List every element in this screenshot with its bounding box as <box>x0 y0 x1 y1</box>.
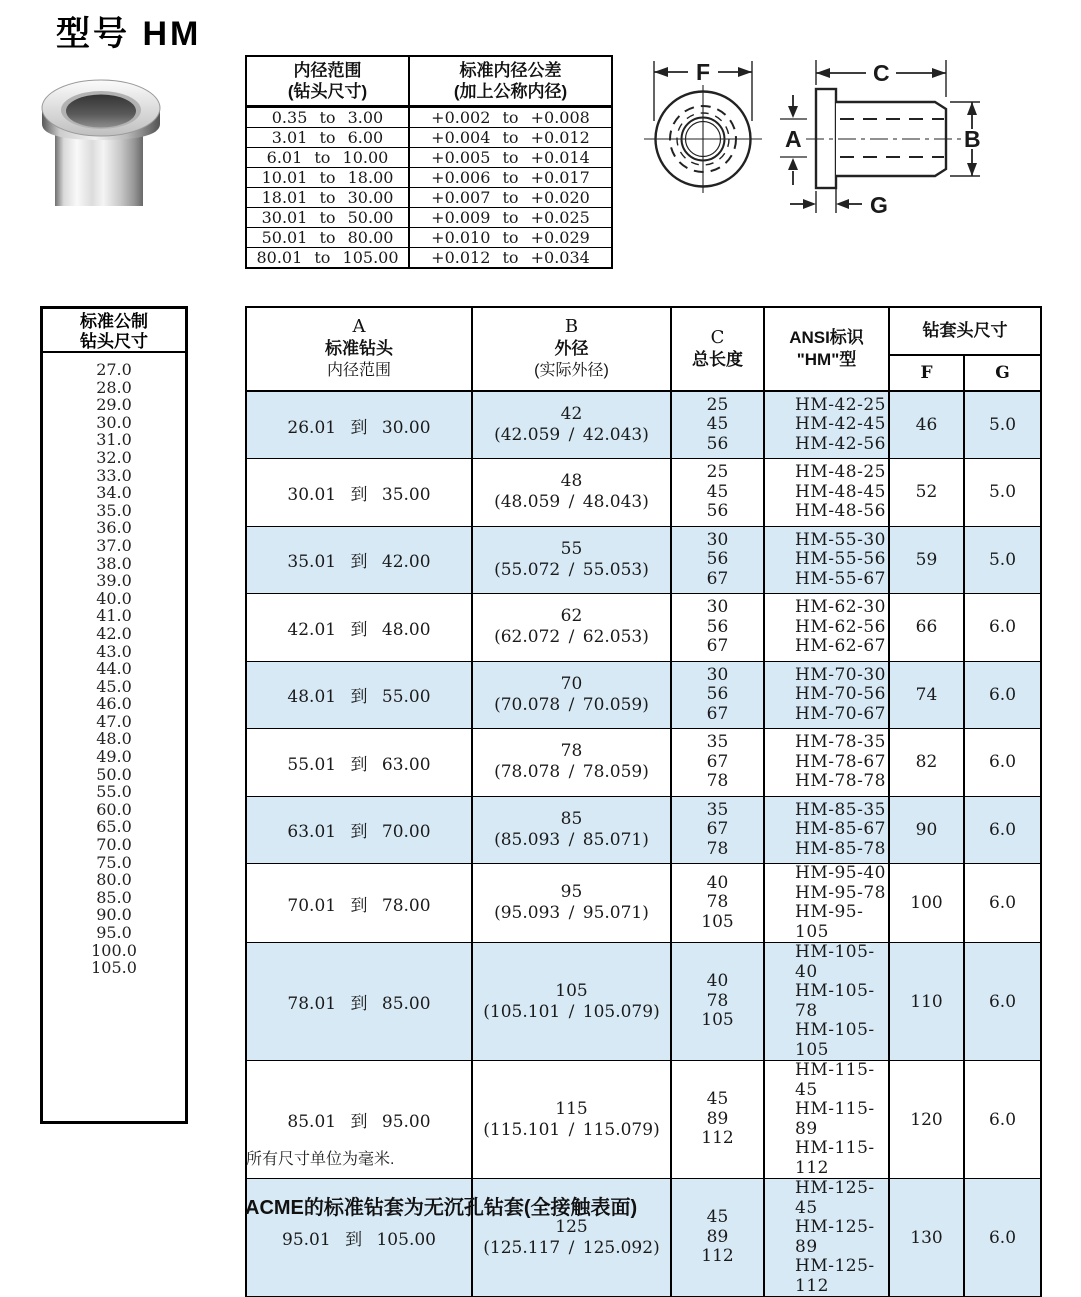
tolerance-table <box>245 55 613 269</box>
tolerance-header-range-line1: 内径范围 <box>293 60 362 80</box>
ansi-code: HM-42-56 <box>795 433 886 454</box>
cell-outer-diameter <box>472 943 671 1061</box>
ansi-code: HM-78-78 <box>795 771 886 791</box>
cell-outer-diameter <box>472 796 671 864</box>
length-value: 105 <box>701 1010 734 1031</box>
main-header-row-1 <box>246 307 1041 355</box>
drill-size-value: 105.0 <box>91 958 137 978</box>
ansi-code: HM-95-40 <box>795 863 886 883</box>
od-limits: (105.101 / 105.079) <box>483 1001 660 1022</box>
header-col-a-letter: A <box>352 316 366 337</box>
drill-size-value: 28.0 <box>96 377 132 397</box>
ansi-code: HM-55-30 <box>795 529 886 550</box>
od-limits: (78.078 / 78.059) <box>494 762 649 783</box>
tolerance-row <box>246 247 612 268</box>
tolerance-range-cell: 6.01 to 10.00 <box>246 147 409 167</box>
header-col-b <box>472 307 671 391</box>
tolerance-value-cell: +0.012 to +0.034 <box>409 247 612 268</box>
tolerance-row <box>246 147 612 167</box>
ansi-code: HM-115-45 <box>795 1060 875 1100</box>
drill-size-value: 65.0 <box>96 817 132 837</box>
cell-bore-range: 95.01 到 105.00 <box>246 1179 472 1297</box>
drill-size-value: 34.0 <box>96 483 132 503</box>
cell-g: 6.0 <box>964 729 1041 797</box>
length-value: 78 <box>706 838 729 859</box>
drill-size-value: 55.0 <box>96 782 132 802</box>
ansi-code: HM-42-25 <box>795 394 886 415</box>
od-limits: (85.093 / 85.071) <box>494 829 649 850</box>
header-col-b-letter: B <box>564 316 579 337</box>
tolerance-header-range <box>246 56 409 106</box>
drill-size-value: 40.0 <box>96 588 132 608</box>
ansi-code: HM-48-25 <box>795 462 886 482</box>
dim-label-f: F <box>696 59 711 85</box>
drill-size-value: 70.0 <box>96 835 132 855</box>
length-value: 45 <box>706 414 729 435</box>
ansi-code: HM-70-56 <box>795 684 886 704</box>
dim-label-g: G <box>870 192 888 218</box>
length-value: 35 <box>706 799 729 820</box>
drill-size-value: 39.0 <box>96 571 132 591</box>
length-value: 112 <box>701 1128 734 1149</box>
drill-size-value: 46.0 <box>96 694 132 714</box>
cell-ansi-codes <box>764 526 889 594</box>
header-col-ansi-line1: ANSI标识 <box>789 328 864 347</box>
cell-outer-diameter <box>472 1061 671 1179</box>
header-col-c-line2: 总长度 <box>692 350 743 369</box>
tolerance-range-cell: 30.01 to 50.00 <box>246 207 409 227</box>
cell-f: 100 <box>889 864 964 943</box>
cell-ansi-codes <box>764 796 889 864</box>
main-table-row <box>246 391 1041 459</box>
header-col-b-line3: (实际外径) <box>534 362 609 379</box>
tolerance-range-cell: 18.01 to 30.00 <box>246 187 409 207</box>
drill-size-table <box>40 306 188 1124</box>
dim-label-b: B <box>964 126 981 152</box>
tolerance-range-cell: 3.01 to 6.00 <box>246 127 409 147</box>
cell-ansi-codes <box>764 1179 889 1297</box>
tolerance-value-cell: +0.002 to +0.008 <box>409 106 612 127</box>
page-title: 型号 HM <box>56 15 202 53</box>
ansi-code: HM-55-56 <box>795 549 886 569</box>
od-nominal: 105 <box>555 980 588 1001</box>
length-value: 89 <box>706 1226 729 1247</box>
od-nominal: 95 <box>560 882 583 902</box>
cell-g: 6.0 <box>964 864 1041 943</box>
cell-f: 90 <box>889 796 964 864</box>
drill-size-value: 35.0 <box>96 500 132 520</box>
ansi-code: HM-62-67 <box>795 636 886 656</box>
cell-outer-diameter <box>472 729 671 797</box>
length-value: 56 <box>706 684 729 704</box>
cell-outer-diameter <box>472 661 671 729</box>
length-value: 89 <box>706 1108 729 1129</box>
ansi-code: HM-95-78 <box>795 882 886 903</box>
od-limits: (115.101 / 115.079) <box>483 1119 660 1140</box>
header-col-b-line2: 外径 <box>554 339 589 358</box>
length-value: 78 <box>706 771 729 791</box>
ansi-code: HM-95-105 <box>795 902 864 942</box>
ansi-code: HM-70-67 <box>795 703 886 724</box>
main-table-row <box>246 661 1041 729</box>
header-col-a-line3: 内径范围 <box>326 362 391 379</box>
drill-size-header <box>43 309 185 353</box>
cell-ansi-codes <box>764 729 889 797</box>
length-value: 67 <box>706 703 729 724</box>
footnote-units: 所有尺寸单位为毫米. <box>246 1151 395 1168</box>
od-nominal: 85 <box>560 808 583 829</box>
ansi-code: HM-85-78 <box>795 838 886 859</box>
drill-size-value: 29.0 <box>96 395 132 415</box>
ansi-code: HM-48-56 <box>795 501 886 521</box>
cell-f: 120 <box>889 1061 964 1179</box>
ansi-code: HM-85-35 <box>795 799 886 820</box>
cell-bore-range: 35.01 到 42.00 <box>246 526 472 594</box>
od-nominal: 115 <box>555 1098 588 1119</box>
cell-ansi-codes <box>764 943 889 1061</box>
cell-lengths <box>671 391 764 459</box>
cell-lengths <box>671 864 764 943</box>
header-col-ansi <box>764 307 889 391</box>
cell-f: 74 <box>889 661 964 729</box>
drill-size-value: 42.0 <box>96 623 132 643</box>
header-head-size-label: 钻套头尺寸 <box>922 321 1008 340</box>
length-value: 78 <box>706 990 729 1011</box>
cell-g: 5.0 <box>964 526 1041 594</box>
cell-g: 6.0 <box>964 661 1041 729</box>
cell-g: 5.0 <box>964 459 1041 527</box>
ansi-code: HM-105-40 <box>795 942 875 982</box>
cell-g: 6.0 <box>964 1061 1041 1179</box>
cell-bore-range: 42.01 到 48.00 <box>246 594 472 662</box>
tolerance-value-cell: +0.004 to +0.012 <box>409 127 612 147</box>
header-col-c-letter: C <box>710 327 725 348</box>
length-value: 56 <box>706 616 729 637</box>
tolerance-header-tolerance-line2: (加上公称内径) <box>453 81 568 101</box>
length-value: 45 <box>706 1207 729 1228</box>
cell-lengths <box>671 796 764 864</box>
header-col-a-line2: 标准钻头 <box>325 339 393 358</box>
cell-outer-diameter <box>472 459 671 527</box>
tolerance-value-cell: +0.006 to +0.017 <box>409 167 612 187</box>
main-table-row <box>246 459 1041 527</box>
cell-ansi-codes <box>764 391 889 459</box>
length-value: 56 <box>706 501 729 521</box>
length-value: 30 <box>706 664 729 685</box>
cell-lengths <box>671 729 764 797</box>
cell-bore-range: 26.01 到 30.00 <box>246 391 472 459</box>
ansi-code: HM-62-56 <box>795 616 886 637</box>
od-limits: (42.059 / 42.043) <box>494 425 649 445</box>
cell-ansi-codes <box>764 661 889 729</box>
main-table-row <box>246 796 1041 864</box>
od-nominal: 125 <box>555 1216 588 1237</box>
ansi-code: HM-105-78 <box>795 981 875 1021</box>
cell-g: 6.0 <box>964 1179 1041 1297</box>
length-value: 40 <box>706 971 729 992</box>
cell-ansi-codes <box>764 459 889 527</box>
length-value: 25 <box>706 462 729 482</box>
length-value: 40 <box>706 872 729 893</box>
cell-f: 110 <box>889 943 964 1061</box>
drill-size-value: 75.0 <box>96 852 132 872</box>
drill-size-values <box>43 353 185 977</box>
cell-bore-range: 55.01 到 63.00 <box>246 729 472 797</box>
cell-lengths <box>671 1179 764 1297</box>
tolerance-row <box>246 106 612 127</box>
ansi-code: HM-55-67 <box>795 568 886 589</box>
drill-size-value: 90.0 <box>96 905 132 925</box>
main-table-row <box>246 943 1041 1061</box>
cell-lengths <box>671 661 764 729</box>
drill-size-value: 37.0 <box>96 535 132 555</box>
drill-size-value: 44.0 <box>96 659 132 679</box>
drill-size-value: 27.0 <box>96 360 132 379</box>
header-col-ansi-line2: "HM"型 <box>796 350 857 369</box>
length-value: 30 <box>706 529 729 550</box>
header-col-g: G <box>964 355 1041 391</box>
od-nominal: 42 <box>560 404 583 424</box>
tolerance-range-cell: 80.01 to 105.00 <box>246 247 409 268</box>
ansi-code: HM-70-30 <box>795 664 886 685</box>
cell-lengths <box>671 459 764 527</box>
cell-f: 66 <box>889 594 964 662</box>
length-value: 67 <box>706 751 729 772</box>
od-limits: (62.072 / 62.053) <box>494 627 649 648</box>
length-value: 67 <box>706 636 729 656</box>
drill-size-value: 38.0 <box>96 553 132 573</box>
cell-bore-range: 85.01 到 95.00 <box>246 1061 472 1179</box>
tolerance-value-cell: +0.009 to +0.025 <box>409 207 612 227</box>
od-limits: (48.059 / 48.043) <box>494 492 649 513</box>
ansi-code: HM-115-112 <box>795 1138 875 1178</box>
main-table-row <box>246 594 1041 662</box>
bushing-bore-hole <box>66 95 136 128</box>
drill-size-value: 33.0 <box>96 465 132 485</box>
length-value: 67 <box>706 568 729 589</box>
ansi-code: HM-62-30 <box>795 597 886 617</box>
cell-bore-range: 30.01 到 35.00 <box>246 459 472 527</box>
bushing-body <box>55 134 143 206</box>
drill-size-header-line1: 标准公制 <box>80 312 148 331</box>
drill-size-value: 31.0 <box>96 430 132 450</box>
ansi-code: HM-85-67 <box>795 819 886 839</box>
tolerance-value-cell: +0.007 to +0.020 <box>409 187 612 207</box>
cell-ansi-codes <box>764 594 889 662</box>
length-value: 56 <box>706 433 729 454</box>
cell-g: 6.0 <box>964 943 1041 1061</box>
length-value: 45 <box>706 1089 729 1110</box>
drill-size-value: 80.0 <box>96 870 132 890</box>
cell-f: 59 <box>889 526 964 594</box>
od-limits: (125.117 / 125.092) <box>483 1237 660 1258</box>
dim-label-c: C <box>873 60 890 86</box>
length-value: 105 <box>701 911 734 932</box>
od-limits: (55.072 / 55.053) <box>494 559 649 580</box>
cell-outer-diameter <box>472 391 671 459</box>
bushing-photo <box>36 58 168 208</box>
tolerance-row <box>246 227 612 247</box>
cell-lengths <box>671 943 764 1061</box>
cell-f: 130 <box>889 1179 964 1297</box>
drill-size-value: 48.0 <box>96 729 132 749</box>
tolerance-range-cell: 0.35 to 3.00 <box>246 106 409 127</box>
tolerance-table-body <box>246 106 612 268</box>
od-nominal: 70 <box>560 673 583 694</box>
drill-size-value: 41.0 <box>96 606 132 626</box>
cell-lengths <box>671 594 764 662</box>
od-limits: (70.078 / 70.059) <box>494 694 649 715</box>
cell-ansi-codes <box>764 1061 889 1179</box>
drill-size-value: 47.0 <box>96 711 132 731</box>
length-value: 67 <box>706 819 729 839</box>
length-value: 45 <box>706 481 729 502</box>
header-head-size-group <box>889 307 1041 355</box>
tolerance-row <box>246 187 612 207</box>
length-value: 78 <box>706 892 729 913</box>
cell-bore-range: 48.01 到 55.00 <box>246 661 472 729</box>
od-limits: (95.093 / 95.071) <box>494 903 649 923</box>
header-col-a <box>246 307 472 391</box>
length-value: 30 <box>706 597 729 617</box>
drill-size-value: 49.0 <box>96 747 132 767</box>
ansi-code: HM-78-67 <box>795 751 886 772</box>
main-table-row <box>246 864 1041 943</box>
drill-size-value: 100.0 <box>91 940 137 960</box>
ansi-code: HM-125-89 <box>795 1217 875 1257</box>
drill-size-value: 36.0 <box>96 518 132 538</box>
header-col-c <box>671 307 764 391</box>
tolerance-value-cell: +0.005 to +0.014 <box>409 147 612 167</box>
tolerance-row <box>246 127 612 147</box>
drill-size-value: 43.0 <box>96 641 132 661</box>
tolerance-row <box>246 207 612 227</box>
length-value: 112 <box>701 1246 734 1267</box>
cell-outer-diameter <box>472 864 671 943</box>
cell-f: 52 <box>889 459 964 527</box>
ansi-code: HM-48-45 <box>795 481 886 502</box>
tolerance-row <box>246 167 612 187</box>
drill-size-value: 32.0 <box>96 447 132 467</box>
main-table-row <box>246 526 1041 594</box>
ansi-code: HM-105-105 <box>795 1020 875 1060</box>
tolerance-range-cell: 10.01 to 18.00 <box>246 167 409 187</box>
cell-ansi-codes <box>764 864 889 943</box>
length-value: 56 <box>706 549 729 569</box>
ansi-code: HM-115-89 <box>795 1099 875 1139</box>
drill-size-value: 95.0 <box>96 923 132 942</box>
ansi-code: HM-42-45 <box>795 414 886 435</box>
od-nominal: 78 <box>560 741 583 762</box>
tolerance-header-range-line2: (钻头尺寸) <box>287 81 368 101</box>
cell-lengths <box>671 1061 764 1179</box>
cell-outer-diameter <box>472 526 671 594</box>
footnote-acme: ACME的标准钻套为无沉孔钻套(全接触表面) <box>245 1197 638 1219</box>
length-value: 25 <box>706 394 729 415</box>
drill-size-header-line2: 钻头尺寸 <box>80 332 148 351</box>
cell-bore-range: 70.01 到 78.00 <box>246 864 472 943</box>
tolerance-header-row <box>246 56 612 106</box>
cell-bore-range: 63.01 到 70.00 <box>246 796 472 864</box>
drill-size-value: 60.0 <box>96 799 132 819</box>
tolerance-header-tolerance-line1: 标准内径公差 <box>459 60 562 80</box>
od-nominal: 62 <box>560 606 583 627</box>
header-col-f: F <box>889 355 964 391</box>
cell-outer-diameter <box>472 594 671 662</box>
tolerance-range-cell: 50.01 to 80.00 <box>246 227 409 247</box>
ansi-code: HM-125-45 <box>795 1178 875 1218</box>
cell-f: 46 <box>889 391 964 459</box>
cell-g: 6.0 <box>964 796 1041 864</box>
cell-g: 5.0 <box>964 391 1041 459</box>
dimension-diagram <box>630 45 1050 260</box>
od-nominal: 48 <box>560 471 583 492</box>
drill-size-value: 50.0 <box>96 764 132 784</box>
tolerance-header-tolerance <box>409 56 612 106</box>
ansi-code: HM-125-112 <box>795 1256 875 1296</box>
cell-f: 82 <box>889 729 964 797</box>
dim-label-a: A <box>785 126 802 152</box>
cell-g: 6.0 <box>964 594 1041 662</box>
main-table-row <box>246 729 1041 797</box>
drill-size-value: 85.0 <box>96 887 132 907</box>
length-value: 35 <box>706 732 729 752</box>
tolerance-value-cell: +0.010 to +0.029 <box>409 227 612 247</box>
drill-size-value: 45.0 <box>96 676 132 696</box>
cell-bore-range: 78.01 到 85.00 <box>246 943 472 1061</box>
drill-size-value: 30.0 <box>96 412 132 432</box>
ansi-code: HM-78-35 <box>795 732 886 752</box>
od-nominal: 55 <box>560 538 583 559</box>
cell-lengths <box>671 526 764 594</box>
